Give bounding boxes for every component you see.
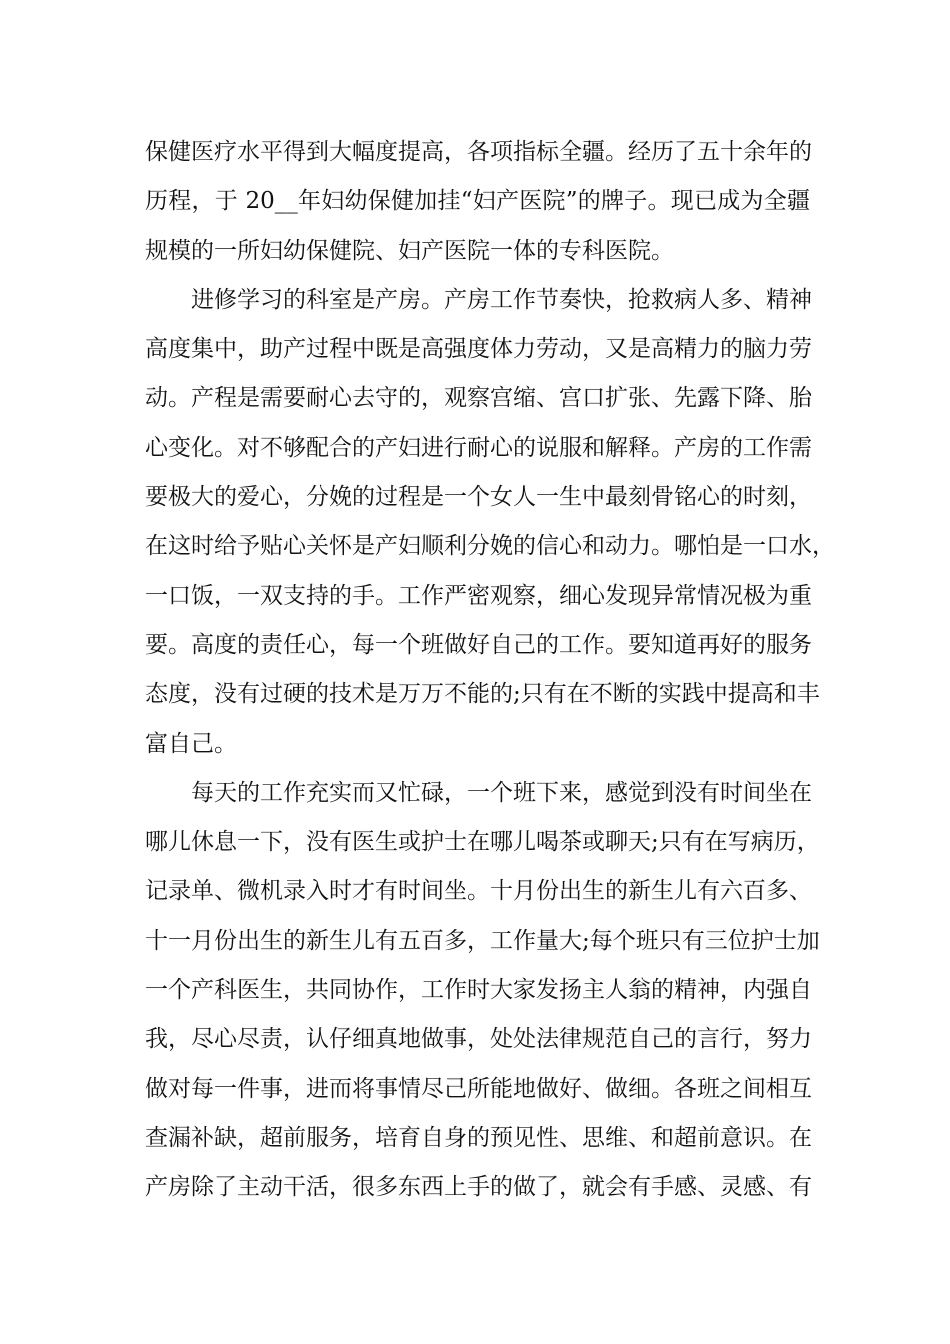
paragraph: [145, 133, 810, 281]
text-line: 十一月份出生的新生儿有五百多，工作量大;每个班只有三位护士加: [145, 927, 820, 954]
text-line: 要。高度的责任心，每一个班做好自己的工作。要知道再好的服务: [145, 631, 812, 658]
text-line: 查漏补缺，超前服务，培育自身的预见性、思维、和超前意识。在: [145, 1124, 812, 1151]
text-line: 产房除了主动干活，很多东西上手的做了，就会有手感、灵感、有: [145, 1174, 812, 1201]
text-line: 做对每一件事，进而将事情尽己所能地做好、做细。各班之间相互: [145, 1075, 812, 1102]
text-line: 保健医疗水平得到大幅度提高，各项指标全疆。经历了五十余年的: [145, 139, 812, 165]
text-line: 历程，于 20__年妇幼保健加挂“妇产医院”的牌子。现已成为全疆: [145, 188, 810, 215]
text-line: 要极大的爱心，分娩的过程是一个女人一生中最刻骨铭心的时刻，: [145, 484, 812, 511]
text-line: 我，尽心尽责，认仔细真地做事，处处法律规范自己的言行，努力: [145, 1026, 812, 1053]
paragraph: [145, 281, 835, 774]
text-line: 一口饭，一双支持的手。工作严密观察，细心发现异常情况极为重: [145, 582, 812, 609]
text-line: 规模的一所妇幼保健院、妇产医院一体的专科医院。: [145, 237, 674, 264]
text-line: 记录单、微机录入时才有时间坐。十月份出生的新生儿有六百多、: [145, 878, 812, 905]
text-line: 富自己。: [145, 730, 237, 757]
document-body: [145, 133, 835, 1218]
paragraph: [145, 774, 820, 1218]
text-line: 在这时给予贴心关怀是产妇顺利分娩的信心和动力。哪怕是一口水，: [145, 533, 835, 560]
text-line: 动。产程是需要耐心去守的，观察宫缩、宫口扩张、先露下降、胎: [145, 385, 812, 412]
text-line: 进修学习的科室是产房。产房工作节奏快，抢救病人多、精神: [145, 286, 812, 313]
text-line: 态度，没有过硬的技术是万万不能的;只有在不断的实践中提高和丰: [145, 681, 820, 708]
text-line: 一个产科医生，共同协作，工作时大家发扬主人翁的精神，内强自: [145, 977, 812, 1004]
text-line: 高度集中，助产过程中既是高强度体力劳动，又是高精力的脑力劳: [145, 336, 812, 363]
text-line: 每天的工作充实而又忙碌，一个班下来，感觉到没有时间坐在: [145, 779, 812, 806]
text-line: 心变化。对不够配合的产妇进行耐心的说服和解释。产房的工作需: [145, 434, 812, 461]
text-line: 哪儿休息一下，没有医生或护士在哪儿喝茶或聊天;只有在写病历，: [145, 829, 820, 856]
